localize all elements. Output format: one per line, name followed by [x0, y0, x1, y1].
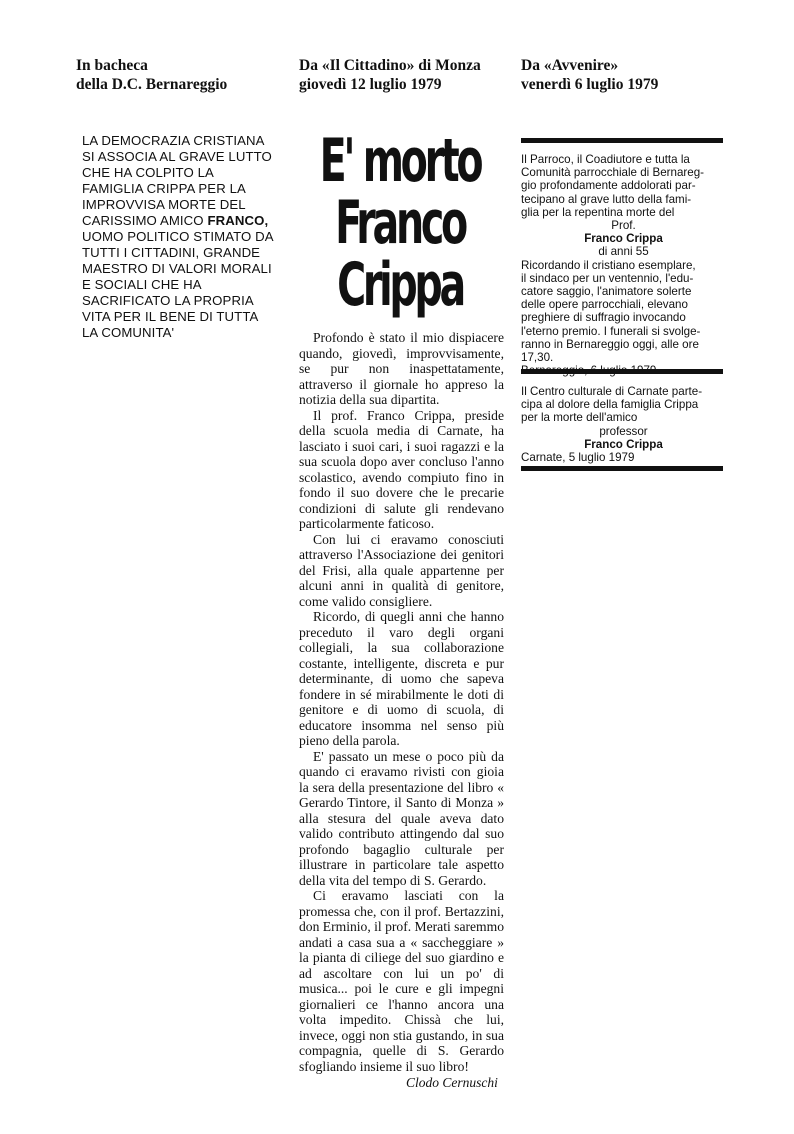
article-paragraph: E' passato un mese o poco più da quando ci eravamo rivisti con gioia la sera della presentazione del libro « Gerardo Tintore, il Santo di Monza » alla stesura del quale aveva dato valido contributo attingendo dal suo profondo bagaglio culturale per illustrare in particolare tale aspetto della vita del tempo di S. Gerardo.	[299, 748, 504, 888]
article-paragraph: Ci eravamo lasciati con la promessa che, con il prof. Bertazzini, don Erminio, il prof. Merati saremmo andati a casa sua a « saccheggiare » la pianta di ciliege del suo giardino e ad ascoltare con lui un po' di musica... poi le cure e gli impegni giornalieri ce l'hanno ancora una volta impedito. Chissà che lui, invece, oggi non stia gustando, in sua compagnia, quelle di S. Gerardo sfogliando insieme il suo libro!	[299, 888, 504, 1074]
article-paragraph: Profondo è stato il mio dispiacere quando, giovedì, improvvisamente, se pur non inaspettatamente, attraverso il giornale ho appreso la notizia della sua dipartita.	[299, 330, 504, 407]
notice-line: SACRIFICATO LA PROPRIA	[82, 293, 254, 308]
notice-line: il sindaco per un ventennio, l'edu-	[521, 271, 694, 285]
notice-line	[82, 213, 274, 229]
divider-rule	[521, 466, 723, 471]
headline-line: Crippa	[337, 250, 463, 320]
notice-line: Carnate, 5 luglio 1979	[521, 451, 635, 465]
header-avvenire	[521, 56, 658, 94]
header-line: venerdì 6 luglio 1979	[521, 76, 659, 93]
article-paragraph: Il prof. Franco Crippa, preside della scuola media di Carnate, ha lasciato i suoi cari, i suoi ragazzi e la sua scuola dopo aver concluso l'anno scolastico, avendo compiuto fino in fondo il suo dovere che le precarie condizioni di salute gli rendevano particolarmente faticoso.	[299, 407, 504, 531]
notice-line: l'eterno premio. I funerali si svolge-	[521, 324, 701, 338]
notice-line: professor	[599, 424, 648, 438]
notice-line: per la morte dell'amico	[521, 411, 638, 425]
notice-line: SI ASSOCIA AL GRAVE LUTTO	[82, 149, 272, 164]
header-bacheca	[76, 56, 227, 94]
article-paragraph: Con lui ci eravamo conosciuti attraverso l'Associazione dei genitori del Frisi, alla quale appartenne per alcuni anni in qualità di genitore, come valido consigliere.	[299, 531, 504, 609]
notice-line: ranno in Bernareggio oggi, alle ore	[521, 337, 699, 351]
header-line: In bacheca	[76, 57, 148, 74]
notice-line: MAESTRO DI VALORI MORALI	[82, 261, 272, 276]
notice-line: tecipano al grave lutto della fami-	[521, 192, 692, 206]
notice-line: IMPROVVISA MORTE DEL	[82, 197, 246, 212]
parish-notice	[521, 153, 726, 377]
article-paragraph: Ricordo, di quegli anni che hanno preceduto il varo degli organi collegiali, la sua collaborazione costante, intelligente, discreta e pur determinante, di uomo che sapeva fondere in sé mirabilmente le doti di genitore e di uomo di scuola, di educatore insomma nel senso più pieno della parola.	[299, 609, 504, 748]
notice-line: catore saggio, l'animatore solerte	[521, 285, 692, 299]
article-signature: Clodo Cernuschi	[406, 1075, 498, 1090]
notice-line: TUTTI I CITTADINI, GRANDE	[82, 245, 261, 260]
dc-notice	[82, 133, 274, 341]
notice-line: LA COMUNITA'	[82, 325, 175, 340]
notice-line: FAMIGLIA CRIPPA PER LA	[82, 181, 246, 196]
divider-rule	[521, 369, 723, 374]
notice-line: delle opere parrocchiali, elevano	[521, 298, 688, 312]
notice-line: gio profondamente addolorati par-	[521, 179, 696, 193]
headline-line: E' morto	[319, 126, 481, 196]
header-line: della D.C. Bernareggio	[76, 76, 228, 93]
notice-line: LA DEMOCRAZIA CRISTIANA	[82, 133, 265, 148]
notice-line: glia per la repentina morte del	[521, 205, 675, 219]
notice-text: CARISSIMO AMICO	[82, 213, 208, 228]
notice-line: E SOCIALI CHE HA	[82, 277, 202, 292]
notice-line: Il Parroco, il Coadiutore e tutta la	[521, 153, 690, 166]
header-cittadino	[299, 56, 481, 94]
header-line: Da «Avvenire»	[521, 57, 619, 74]
notice-line: preghiere di suffragio invocando	[521, 311, 686, 325]
notice-line: Ricordando il cristiano esemplare,	[521, 258, 696, 272]
notice-line: cipa al dolore della famiglia Crippa	[521, 398, 699, 412]
divider-rule	[521, 138, 723, 143]
notice-name: FRANCO,	[207, 213, 269, 228]
article-body	[299, 330, 504, 1074]
notice-line: CHE HA COLPITO LA	[82, 165, 214, 180]
notice-line: UOMO POLITICO STIMATO DA	[82, 229, 274, 244]
notice-line: Il Centro culturale di Carnate parte-	[521, 385, 703, 398]
headline-line: Franco	[335, 188, 465, 258]
notice-line: Franco Crippa	[584, 232, 663, 246]
article-headline	[291, 126, 509, 320]
notice-line: Prof.	[611, 219, 636, 233]
notice-line: Comunità parrocchiale di Bernareg-	[521, 166, 705, 180]
notice-line: Franco Crippa	[584, 437, 663, 451]
header-line: Da «Il Cittadino» di Monza	[299, 57, 481, 74]
notice-line: VITA PER IL BENE DI TUTTA	[82, 309, 259, 324]
header-line: giovedì 12 luglio 1979	[299, 76, 442, 93]
notice-line: di anni 55	[598, 245, 649, 259]
cultural-center-notice	[521, 385, 726, 464]
notice-line: 17,30.	[521, 351, 554, 365]
